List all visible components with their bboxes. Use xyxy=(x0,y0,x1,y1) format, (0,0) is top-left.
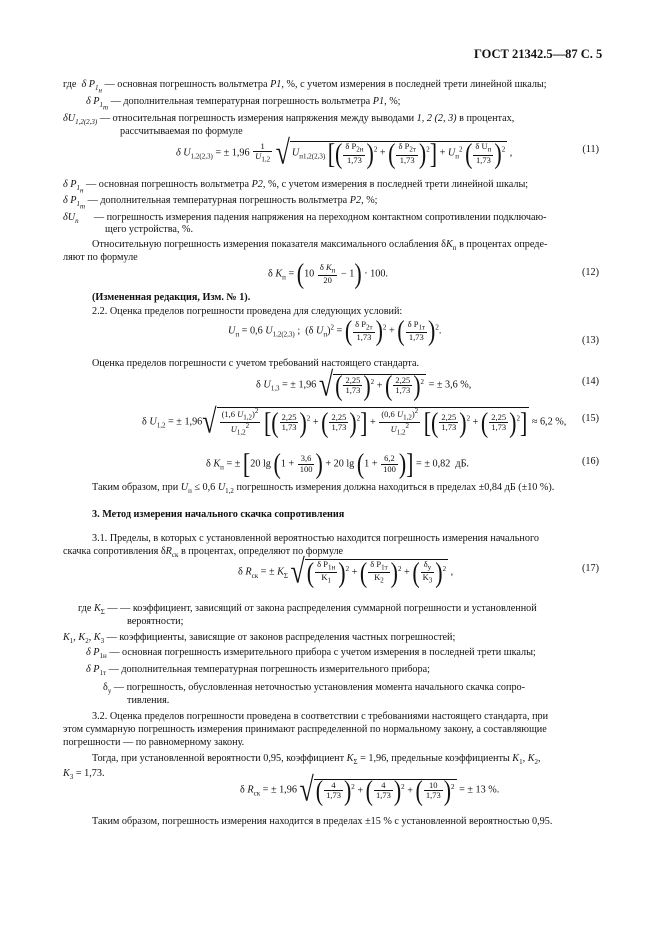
where-k-sigma-b: вероятности; xyxy=(127,616,184,627)
paragraph-conclusion-3: Таким образом, погрешность измерения находится в пределах ±15 % с установленной вероятностью 0,95. xyxy=(92,816,553,827)
paragraph-3-2c: погрешности — по равномерному закону. xyxy=(63,737,245,748)
equation-16: δ $K_п$ = ± [20 lg (1 + $\frac{3,6}{100}$ ) + 20 lg (1 + $\frac{6,2}{100}$ )] = ± 0,82 дБ. xyxy=(206,447,469,480)
where-dy-b: тивления. xyxy=(127,695,170,706)
equation-13-number: (13) xyxy=(582,335,599,346)
paragraph-3-1: 3.1. Пределы, в которых с установленной вероятностью находится погрешность измерения начального xyxy=(92,533,539,544)
equation-16-number: (16) xyxy=(582,456,599,467)
equation-17: δ $R_{ск}$ = ± $K_\Sigma$ √( $\frac{\delta P_{1н}}{K_1}$ )$^2$ + ( $\frac{\delta P_{1т}}{K_2}$ )$^2$ + ( $\frac{\delta_у}{K_3}$ )$^2$ , xyxy=(238,552,454,591)
where-dp1n: δ $P_{1н}$ — основная погрешность измерительного прибора с учетом измерения в последней трети шкалы; xyxy=(86,647,536,661)
paragraph-3-3a: Тогда, при установленной вероятности 0,95, коэффициент $K_\Sigma = 1,96$, предельные коэффициенты $K_1$, $K_2$, xyxy=(92,753,541,767)
where-k-sigma: где $K_\Sigma$ — — коэффициент, зависящий от закона распределения суммарной погрешности и установленной xyxy=(78,603,537,617)
equation-17-number: (17) xyxy=(582,563,599,574)
def-line-6b: щего устройства, %. xyxy=(105,224,194,235)
paragraph-attenuation-b: ляют по формуле xyxy=(63,252,138,263)
edit-note: (Измененная редакция, Изм. № 1). xyxy=(92,292,251,303)
paragraph-2-3: Оценка пределов погрешности с учетом требований настоящего стандарта. xyxy=(92,358,420,369)
equation-11: δ $U_{1,2(2,3)}$ = ± 1,96 $\frac{1}{U_{1,2}}$ √ $U_{п1,2(2,3)}$ [( $\frac{\delta P_{2н}}{1,73}$ )$^2$ + ( $\frac{\delta P_{2т}}{1,73}$ )$^2] + U_п^2$ ( $\frac{\delta U_п}{1,73}$ )$^2$ , xyxy=(176,133,513,172)
where-dy: $\delta_у$ — погрешность, обусловленная неточностью установления момента начального скачка сопро- xyxy=(103,682,526,696)
equation-12-number: (12) xyxy=(582,267,599,278)
def-line-6: $\delta U_п$ — погрешность измерения падения напряжения на переходном контактном сопротивлении подключаю- xyxy=(63,212,547,226)
paragraph-attenuation: Относительную погрешность измерения показателя максимального ослабления $\delta K_п$ в процентах опреде- xyxy=(92,239,548,253)
section-3-title: 3. Метод измерения начального скачка сопротивления xyxy=(92,509,345,520)
equation-15-number: (15) xyxy=(582,413,599,424)
equation-13: $U_п = 0,6$ $U_{1,2(2,3)}$ ; (δ $U_п)^2$ = ( $\frac{\delta P_{2т}}{1,73}$ )$^2$ + ( $\frac{\delta P_{1т}}{1,73}$ )$^2$. xyxy=(228,314,442,347)
equation-12: δ $K_п = (10$ $\frac{\delta K_п}{20}$ − 1) · 100. xyxy=(268,257,388,290)
equation-final: δ $R_{ск}$ = ± 1,96 √( $\frac{4}{1,73}$ )$^2$ + ( $\frac{4}{1,73}$ )$^2$ + ( $\frac{10}{1,73}$ )$^2$ = ± 13 %. xyxy=(240,770,500,809)
def-line-3b: рассчитываемая по формуле xyxy=(120,126,243,137)
paragraph-3-2b: этом суммарную погрешность измерения принимают распределенной по нормальному закону, а составляющие xyxy=(63,724,547,735)
paragraph-conclusion-2: Таким образом, при $U_п \le 0,6$ $U_{1,2}$ погрешность измерения должна находиться в пределах ±0,84 дБ (±10 %). xyxy=(92,482,555,496)
equation-14: δ $U_{1,3}$ = ± 1,96 √( $\frac{2,25}{1,73}$ )$^2$ + ( $\frac{2,25}{1,73}$ )$^2$ = ± 3,6 %, xyxy=(256,365,472,404)
paragraph-3-3b: $K_3 = 1,73$. xyxy=(63,768,105,782)
where-dp1t: δ $P_{1т}$ — дополнительная температурная погрешность измерительного прибора; xyxy=(86,664,430,678)
equation-11-number: (11) xyxy=(582,144,599,155)
def-line-5: δ $P_{1_т}$ — дополнительная температурная погрешность вольтметра P2, %; xyxy=(63,195,378,211)
def-line-1: где δ $P_{1_н}$ — основная погрешность вольтметра P1, %, с учетом измерения в последней трети линейной шкалы; xyxy=(63,79,547,95)
def-line-2: δ $P_{1_т}$ — дополнительная температурная погрешность вольтметра P1, %; xyxy=(86,96,401,112)
paragraph-3-1b: скачка сопротивления $\delta R_{ск}$ в процентах, определяют по формуле xyxy=(63,546,344,560)
paragraph-3-2a: 3.2. Оценка пределов погрешности проведена в соответствии с требованиями настоящего стандарта, при xyxy=(92,711,549,722)
equation-14-number: (14) xyxy=(582,376,599,387)
def-line-4: δ $P_{1_н}$ — основная погрешность вольтметра P2, %, с учетом измерения в последней трети линейной шкалы; xyxy=(63,179,529,195)
page-header: ГОСТ 21342.5—87 С. 5 xyxy=(474,47,603,61)
def-line-3: $\delta U_{1,2(2,3)}$ — относительная погрешность измерения напряжения между выводами 1, 2 (2, 3) в процентах, xyxy=(63,113,515,127)
where-k123: $K_1$, $K_2$, $K_3$ — коэффициенты, зависящие от законов распределения частных погрешностей; xyxy=(63,632,456,646)
paragraph-2-2: 2.2. Оценка пределов погрешности проведена для следующих условий: xyxy=(92,306,403,317)
equation-15: δ $U_{1,2}$ = ± 1,96√ $\frac{(1,6 U_{1,2})^2}{U_{1,2}^2}$ [( $\frac{2,25}{1,73}$ )$^2$ + ( $\frac{2,25}{1,73}$ )$^2$] + $\frac{(0,6 U_{1,2})^2}{U_{1,2}^2}$ [( $\frac{2,25}{1,73}$ )$^2$ + ( $\frac{2,25}{1,73}$ )$^2$] ≈ 6,2 %, xyxy=(142,402,567,441)
